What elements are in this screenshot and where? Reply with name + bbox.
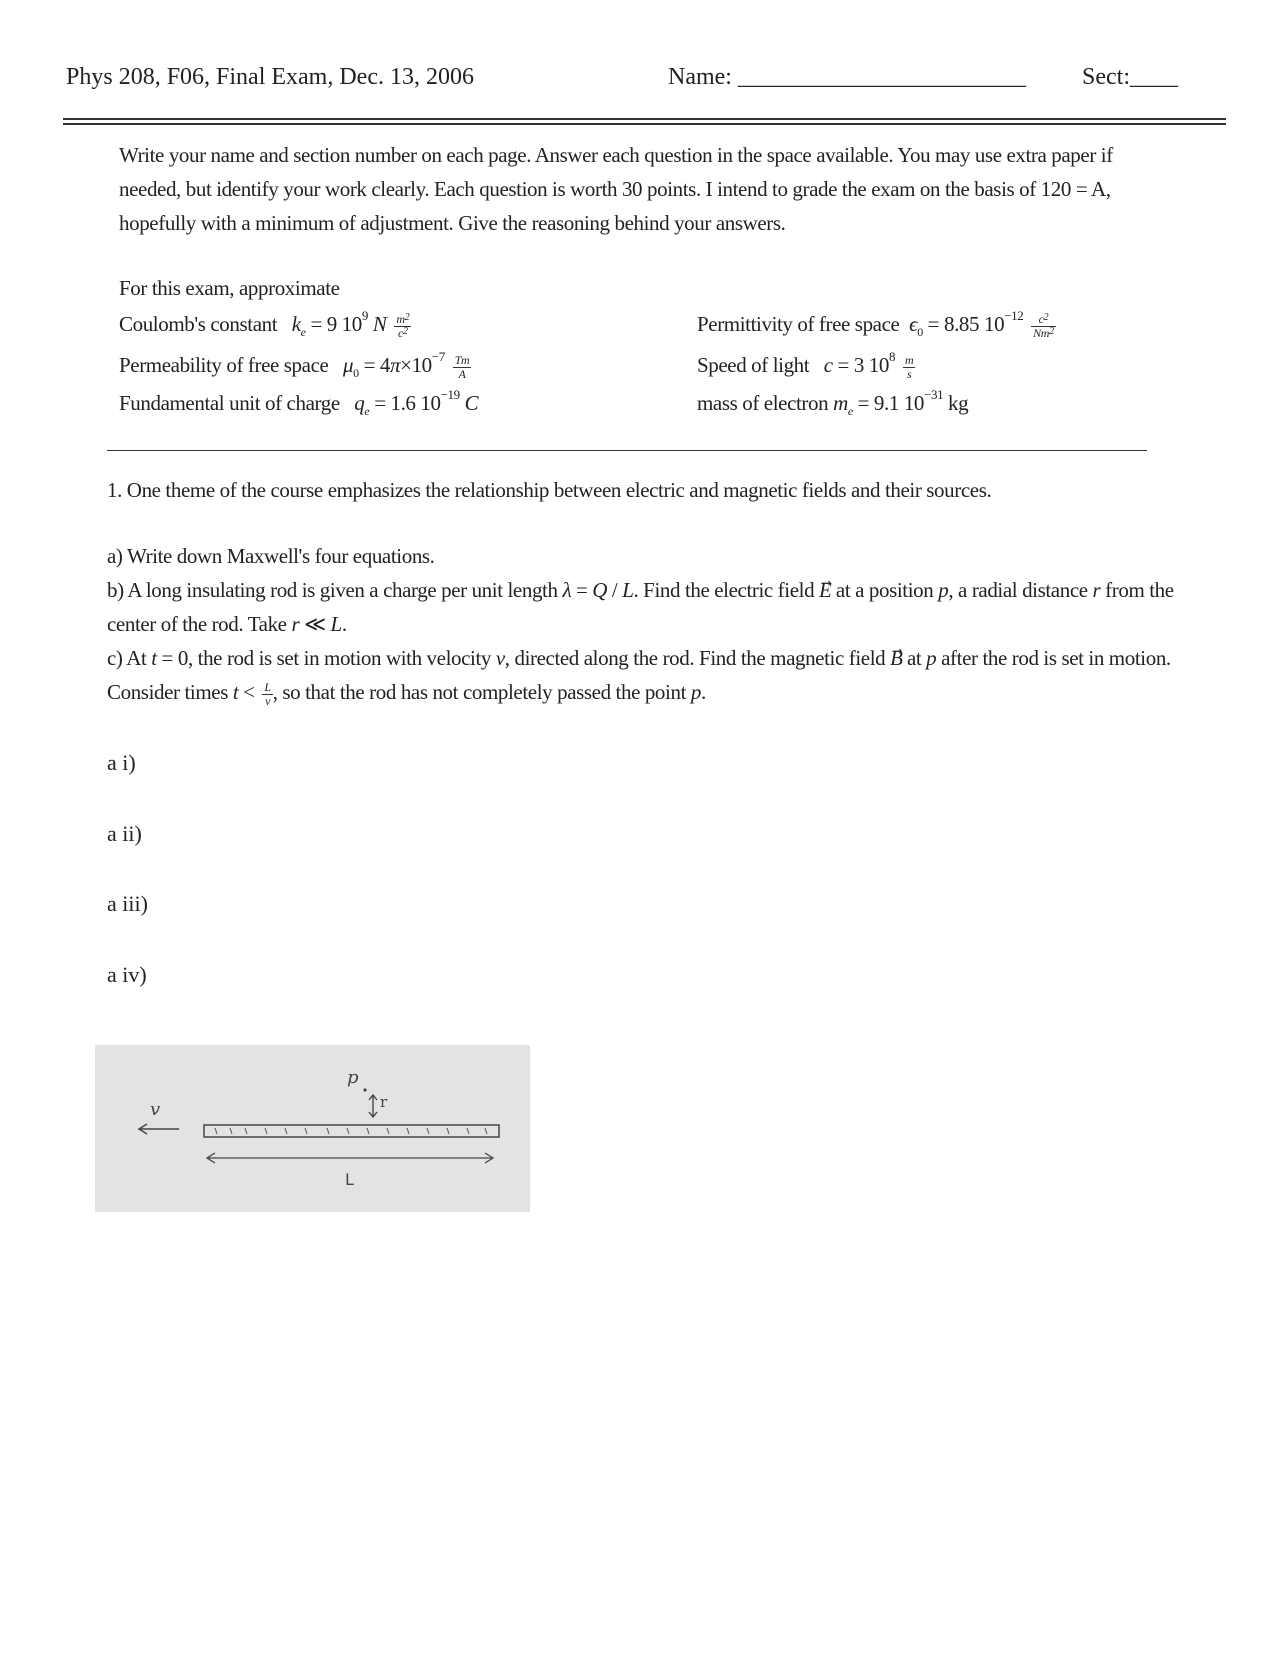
rod-sketch-svg	[95, 1045, 530, 1212]
permeability-constant: Permeability of free space $\mu_0 = 4\pi\times 10^{-7}$ $\frac{Tm}{A}$	[119, 349, 470, 381]
charge-label: Fundamental unit of charge	[119, 391, 340, 415]
exam-title: Phys 208, F06, Final Exam, Dec. 13, 2006	[66, 64, 474, 90]
rod	[204, 1125, 499, 1137]
section-field: Sect:____	[1082, 64, 1178, 90]
permeability-label: Permeability of free space	[119, 353, 329, 377]
electron-label: mass of electron	[697, 391, 829, 415]
r-label: r	[380, 1093, 388, 1111]
light-constant: Speed of light c = 3 $10^8$ $\frac{m}{s}$	[697, 349, 914, 381]
answer-label-a-i: a i)	[107, 750, 136, 775]
length-label: L	[345, 1170, 354, 1189]
header-rule-bottom	[63, 123, 1226, 125]
coulomb-label: Coulomb's constant	[119, 312, 278, 336]
instructions: Write your name and section number on each page. Answer each question in the space available. You may use extra paper if needed, but identify your work clearly. Each question is worth 30 points. I intend to grade the exam on the basis of 120 = A, hopefully with a minimum of adjustment. Give the reasoning behind your answers.	[119, 143, 1113, 235]
question-b: b) A long insulating rod is given a charge per unit length λ = Q / L. Find the electric field E⃗ at a position p, a radial distance r from the center of the rod. Take r ≪ L.	[107, 578, 1174, 636]
answer-label-a-iv: a iv)	[107, 962, 147, 987]
answer-label-a-iii: a iii)	[107, 891, 148, 916]
electron-constant: mass of electron $m_e = 9.1$ $10^{-31}$ kg	[697, 387, 969, 419]
header-rule-top	[63, 118, 1226, 120]
name-field: Name: ________________________	[668, 64, 1026, 90]
question-c: c) At t = 0, the rod is set in motion with velocity v, directed along the rod. Find the magnetic field B⃗ at p after the rod is set in motion. Consider times t < $\frac{L}{v}$ , so that the rod has not completely passed the point p.	[107, 646, 1171, 708]
rod-charges	[215, 1128, 487, 1134]
charge-constant: Fundamental unit of charge $q_e = 1.6$ $10^{-19}$ C	[119, 387, 479, 419]
permittivity-label: Permittivity of free space	[697, 312, 900, 336]
coulomb-constant: Coulomb's constant $k_e = 9$ $10^9$ N $\frac{m^2}{c^2}$	[119, 308, 410, 340]
constants-intro: For this exam, approximate	[119, 276, 340, 300]
point-p-dot	[363, 1088, 366, 1091]
velocity-label: v	[150, 1099, 161, 1120]
question-a: a) Write down Maxwell's four equations.	[107, 544, 435, 568]
permittivity-constant: Permittivity of free space $\epsilon_0 = 8.85$ $10^{-12}$ $\frac{c^2}{Nm^2}$	[697, 308, 1054, 340]
answer-label-a-ii: a ii)	[107, 821, 142, 846]
question-intro: 1. One theme of the course emphasizes the relationship between electric and magnetic fields and their sources.	[107, 478, 992, 502]
rod-sketch	[95, 1045, 530, 1212]
light-label: Speed of light	[697, 353, 810, 377]
section-divider	[107, 450, 1147, 451]
point-p-label: p	[347, 1067, 359, 1088]
